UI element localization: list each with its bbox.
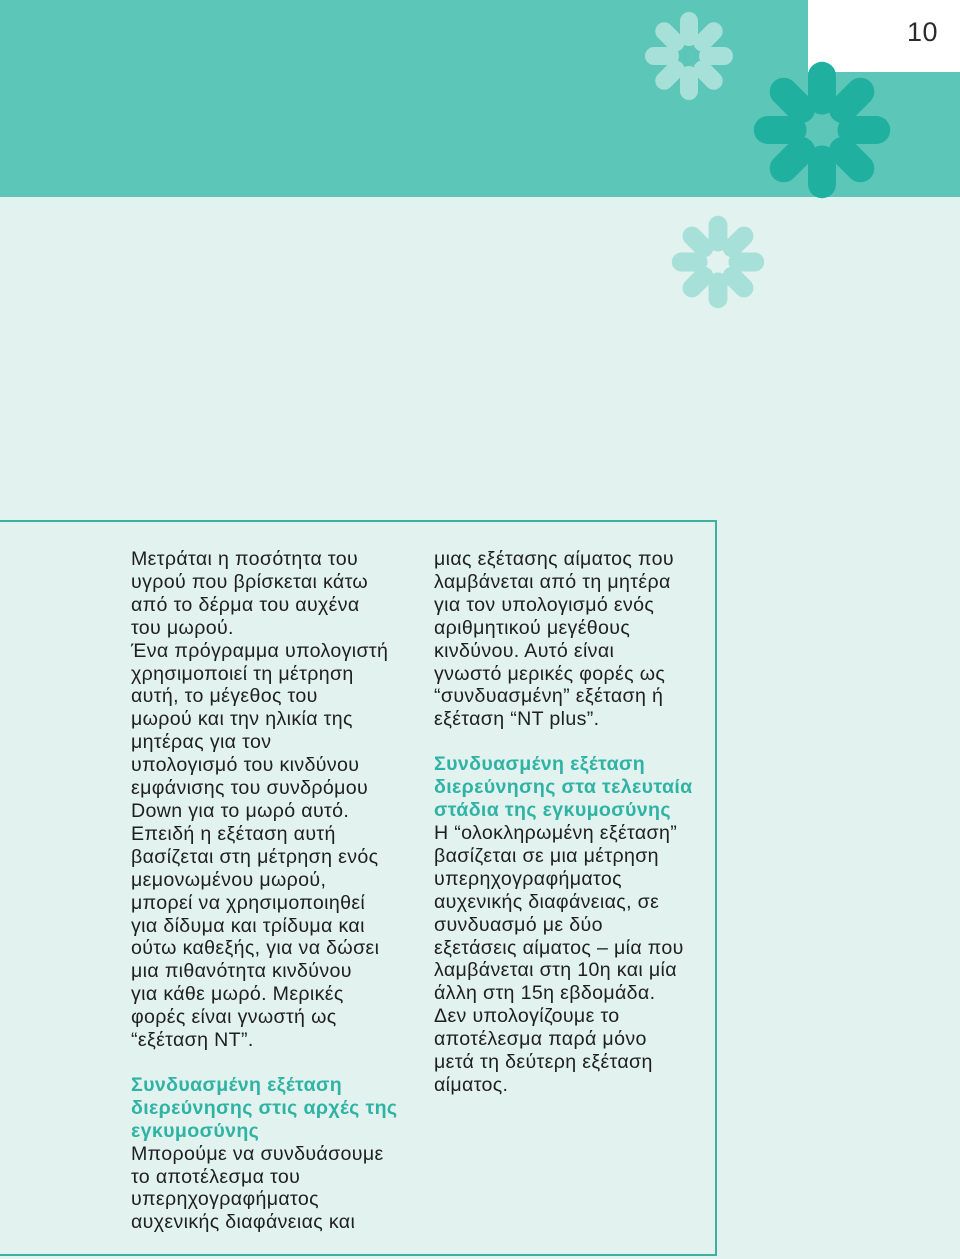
flower-icon-pale-top	[645, 12, 733, 100]
flower-decoration	[0, 0, 960, 330]
right-column	[434, 548, 724, 1097]
right-paragraph-nt-plus: μιας εξέτασης αίματος που λαμβάνεται από τη μητέρα για τον υπολογισμό ενός αριθμητικού μεγέθους κινδύνου. Αυτό είναι γνωστό μερικές φορές ως “συνδυασμένη” εξέταση ή εξέταση “NT plus”.	[434, 548, 674, 731]
page-number: 10	[906, 17, 938, 47]
left-paragraph-nt: Μετράται η ποσότητα του υγρού που βρίσκεται κάτω από το δέρμα του αυχένα του μωρού. Ένα πρόγραμμα υπολογιστή χρησιμοποιεί τη μέτρηση αυτή, το μέγεθος του μωρού και την ηλικία της μητέρας για τον υπολογισμό του κινδύνου εμφάνισης του συνδρόμου Down για το μωρό αυτό. Επειδή η εξέταση αυτή βασίζεται στη μέτρηση ενός μεμονωμένου μωρού, μπορεί να χρησιμοποιηθεί για δίδυμα και τρίδυμα και ούτω καθεξής, για να δώσει μια πιθανότητα κινδύνου για κάθε μωρό. Μερικές φορές είναι γνωστή ως “εξέταση NT”.	[131, 548, 389, 1052]
left-paragraph-combined: Μπορούμε να συνδυάσουμε το αποτέλεσμα του υπερηχογραφήματος αυχενικής διαφάνειας και	[131, 1142, 384, 1234]
left-heading-early-screening: Συνδυασμένη εξέταση διερεύνησης στις αρχές της εγκυμοσύνης	[131, 1073, 398, 1142]
right-heading-late-screening: Συνδυασμένη εξέταση διερεύνησης στα τελευταία στάδια της εγκυμοσύνης	[434, 753, 693, 822]
flower-icon-large	[754, 62, 890, 198]
flower-icon-pale-bottom	[672, 216, 764, 308]
left-column	[131, 548, 431, 1234]
right-paragraph-integrated: Η “ολοκληρωμένη εξέταση” βασίζεται σε μια μέτρηση υπερηχογραφήματος αυχενικής διαφάνειας, σε συνδυασμό με δύο εξετάσεις αίματος – μία που λαμβάνεται στη 10η και μία άλλη στη 15η εβδομάδα. Δεν υπολογίζουμε το αποτέλεσμα παρά μόνο μετά τη δεύτερη εξέταση αίματος.	[434, 821, 684, 1096]
